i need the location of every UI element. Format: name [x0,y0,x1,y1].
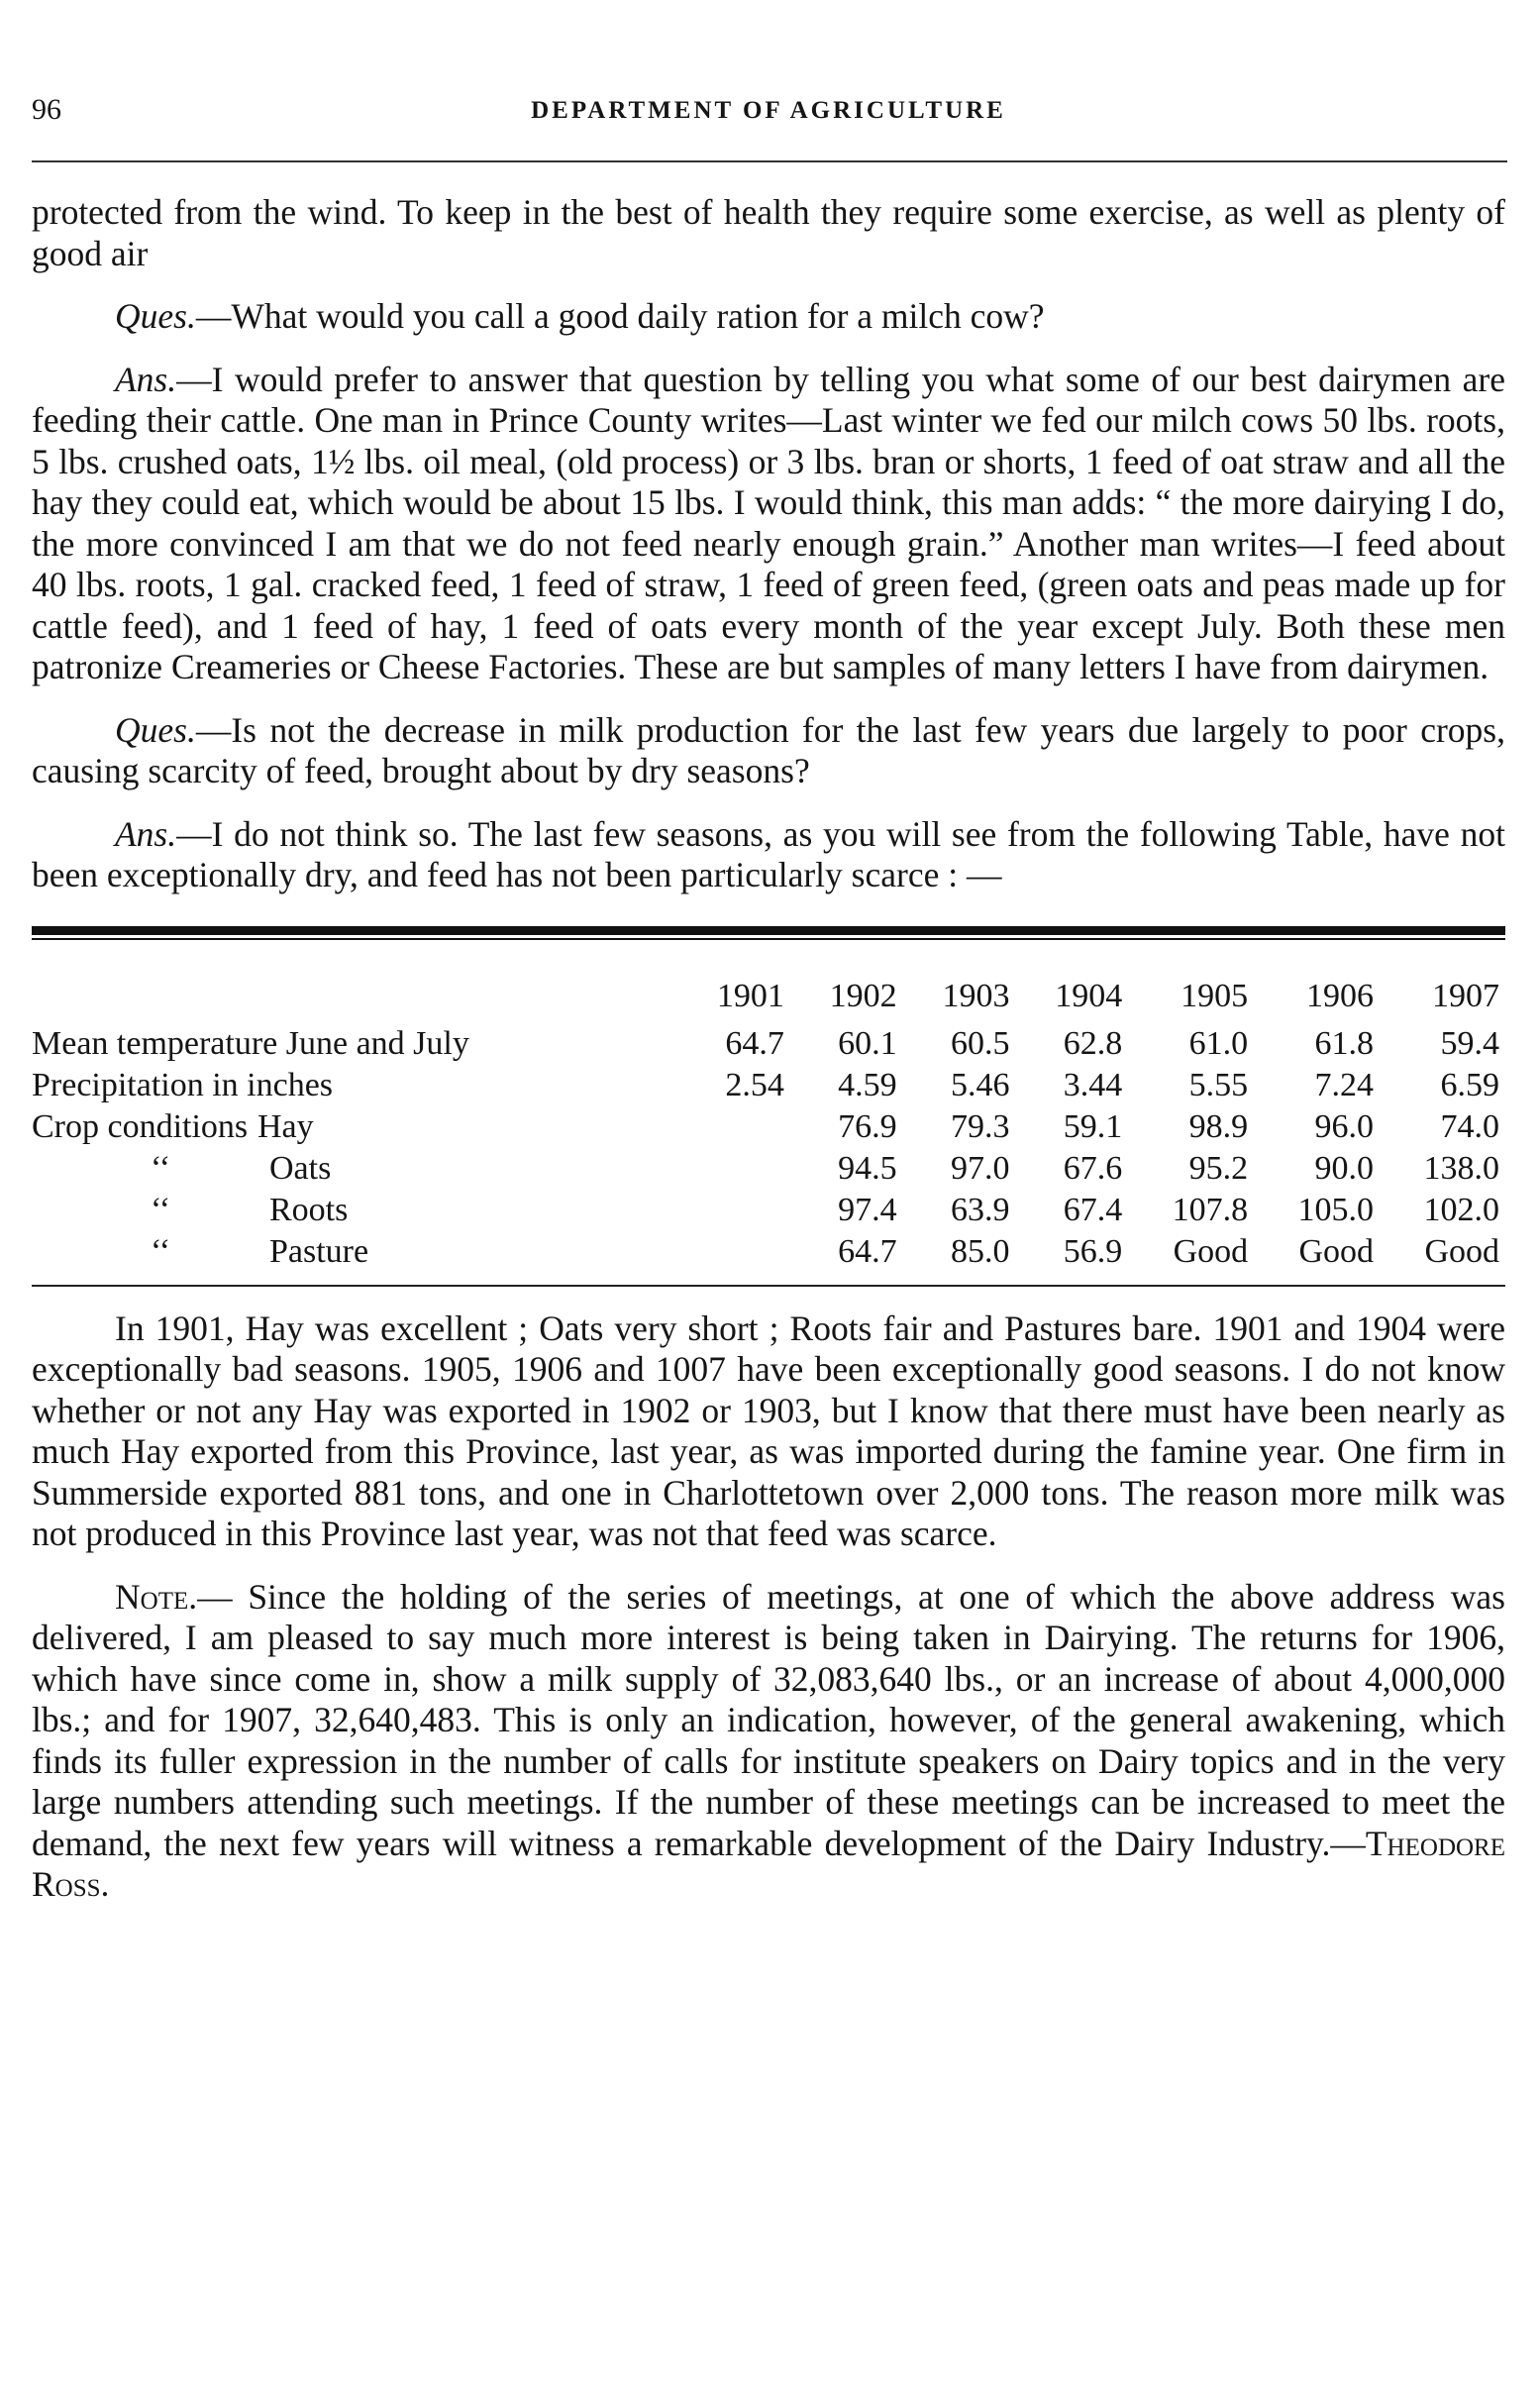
table-cell: 76.9 [838,1107,897,1145]
table-row [32,1023,1505,1065]
row-label [32,1106,677,1148]
table-top-rule-thin [32,938,1505,940]
body-text-continued [32,1309,1505,1906]
table-row [32,1190,1505,1231]
table-cell: 6.59 [1440,1066,1499,1103]
table-cell: 67.4 [1063,1191,1123,1228]
ditto-mark: ‘‘ [151,1149,171,1187]
table-cell [677,1106,790,1148]
table-cell: 67.6 [1063,1149,1123,1187]
table-cell [677,1231,790,1273]
table-cell: 5.55 [1188,1066,1249,1103]
year-header: 1901 [716,977,784,1014]
year-header: 1905 [1181,977,1249,1014]
note-label: Note. [115,1576,198,1617]
table-cell [677,1190,790,1231]
table-cell: 64.7 [725,1024,784,1062]
table-row [32,1106,1505,1148]
paragraph-continuation: protected from the wind. To keep in the best of health they require some exercise, as well as plenty of good air [32,192,1505,273]
table-cell: 74.0 [1440,1107,1499,1145]
paragraph-seasons: In 1901, Hay was excellent ; Oats very short ; Roots fair and Pastures bare. 1901 and 1904 were exceptionally bad seasons. 1905, 1906 and 1007 have been exceptionally good seasons. I do not know whether or not any Hay was exported in 1902 or 1903, but I know that there must have been nearly as much Hay exported from this Province, last year, as was imported during the famine year. One firm in Summerside exported 881 tons, and one in Charlottetown over 2,000 tons. The reason more milk was not produced in this Province last year, was not that feed was scarce. [32,1308,1505,1553]
table-cell: 4.59 [838,1066,897,1103]
page-number: 96 [32,93,61,126]
table-cell: 2.54 [725,1066,784,1103]
row-label: Precipitation in inches [32,1066,334,1103]
row-label [32,1148,677,1190]
table-cell [677,1148,790,1190]
row-label-sub: Oats [269,1149,332,1187]
table-cell: 96.0 [1314,1107,1375,1145]
row-label-main: Crop conditions [32,1107,249,1145]
note-paragraph [32,1577,1505,1906]
table-cell: 59.4 [1440,1024,1499,1062]
table-header-row [32,970,1505,1023]
answer-label: Ans. [115,813,177,854]
header-blank [32,970,677,1023]
answer-label: Ans. [115,359,177,399]
year-header: 1906 [1306,977,1375,1014]
weather-crop-table [32,926,1505,1287]
ditto-mark: ‘‘ [151,1191,171,1228]
table-cell: Good [1298,1232,1375,1270]
table-cell: 64.7 [838,1232,897,1270]
body-text [32,192,1505,896]
data-table [32,970,1505,1273]
header-rule [32,160,1507,162]
table-cell: 79.3 [950,1107,1010,1145]
row-label [32,1190,677,1231]
table-cell: 97.4 [838,1191,897,1228]
table-cell: 62.8 [1063,1024,1123,1062]
year-header: 1903 [942,977,1010,1014]
answer-2 [32,814,1505,896]
table-cell: Good [1173,1232,1249,1270]
table-cell: 61.8 [1314,1024,1375,1062]
ditto-mark: ‘‘ [151,1232,171,1270]
question-1 [32,296,1505,338]
row-label-sub: Pasture [269,1232,369,1270]
row-label [32,1231,677,1273]
table-cell: 105.0 [1297,1191,1375,1228]
question-2 [32,710,1505,792]
table-cell: 107.8 [1172,1191,1249,1228]
table-cell: 85.0 [950,1232,1010,1270]
answer-text: —I would prefer to answer that question by telling you what some of our best dairymen are feeding their cattle. One man in Prince County writes—Last winter we fed our milch cows 50 lbs. roots, 5 lbs. crushed oats, 1½ lbs. oil meal, (old process) or 3 lbs. bran or shorts, 1 feed of oat straw and all the hay they could eat, which would be about 15 lbs. I would think, this man adds: “ the more dairying I do, the more convinced I am that we do not feed nearly enough grain.” Another man writes—I feed about 40 lbs. roots, 1 gal. cracked feed, 1 feed of straw, 1 feed of green feed, (green oats and peas made up for cattle feed), and 1 feed of hay, 1 feed of oats every month of the year except July. Both these men patronize Creameries or Cheese Factories. These are but samples of many letters I have from dairymen. [32,359,1505,686]
table-cell: 61.0 [1188,1024,1249,1062]
table-cell: 97.0 [950,1149,1010,1187]
table-cell: 60.1 [838,1024,897,1062]
table-row [32,1148,1505,1190]
table-cell: 138.0 [1423,1149,1499,1187]
table-cell: 63.9 [950,1191,1010,1228]
answer-1 [32,360,1505,688]
row-label-sub: Roots [269,1191,349,1228]
running-head: DEPARTMENT OF AGRICULTURE [531,97,1006,124]
table-cell: 94.5 [838,1149,897,1187]
table-cell: 95.2 [1188,1149,1249,1187]
question-label: Ques. [115,709,196,750]
answer-text: —I do not think so. The last few seasons, as you will see from the following Table, have not been exceptionally dry, and feed has not been particularly scarce : — [32,813,1505,894]
year-header: 1907 [1432,977,1499,1014]
table-cell: 90.0 [1314,1149,1375,1187]
row-label: Mean temperature June and July [32,1024,469,1062]
note-text: — Since the holding of the series of meetings, at one of which the above address was delivered, I am pleased to say much more interest is being taken in Dairying. The returns for 1906, which have since come in, show a milk supply of 32,083,640 lbs., or an increase of about 4,000,000 lbs.; and for 1907, 32,640,483. This is only an indication, however, of the general awakening, which finds its fuller expression in the number of calls for institute speakers on Dairy topics and in the very large numbers attending such meetings. If the number of these meetings can be increased to meet the demand, the next few years will witness a remarkable development of the Dairy Industry.— [32,1576,1505,1863]
page-header [32,69,1505,129]
row-label-sub: Hay [257,1107,314,1145]
table-cell: 60.5 [950,1024,1010,1062]
year-header: 1904 [1055,977,1123,1014]
table-cell: 7.24 [1314,1066,1375,1103]
question-text: —Is not the decrease in milk production for the last few years due largely to poor crops, causing scarcity of feed, brought about by dry seasons? [32,709,1505,790]
table-top-rule [32,926,1505,935]
table-cell: 98.9 [1188,1107,1249,1145]
table-row [32,1065,1505,1106]
table-cell: 102.0 [1423,1191,1499,1228]
note-author: Theodore Ross. [32,1823,1505,1904]
year-header: 1902 [829,977,897,1014]
document-page [32,69,1505,1906]
table-cell: 56.9 [1063,1232,1123,1270]
table-cell: 3.44 [1063,1066,1123,1103]
question-label: Ques. [115,296,196,336]
question-text: —What would you call a good daily ration for a milch cow? [195,296,1045,336]
table-cell: 59.1 [1063,1107,1123,1145]
table-row [32,1231,1505,1273]
table-cell: 5.46 [950,1066,1010,1103]
table-cell: Good [1424,1232,1499,1270]
table-bottom-rule [32,1285,1505,1287]
